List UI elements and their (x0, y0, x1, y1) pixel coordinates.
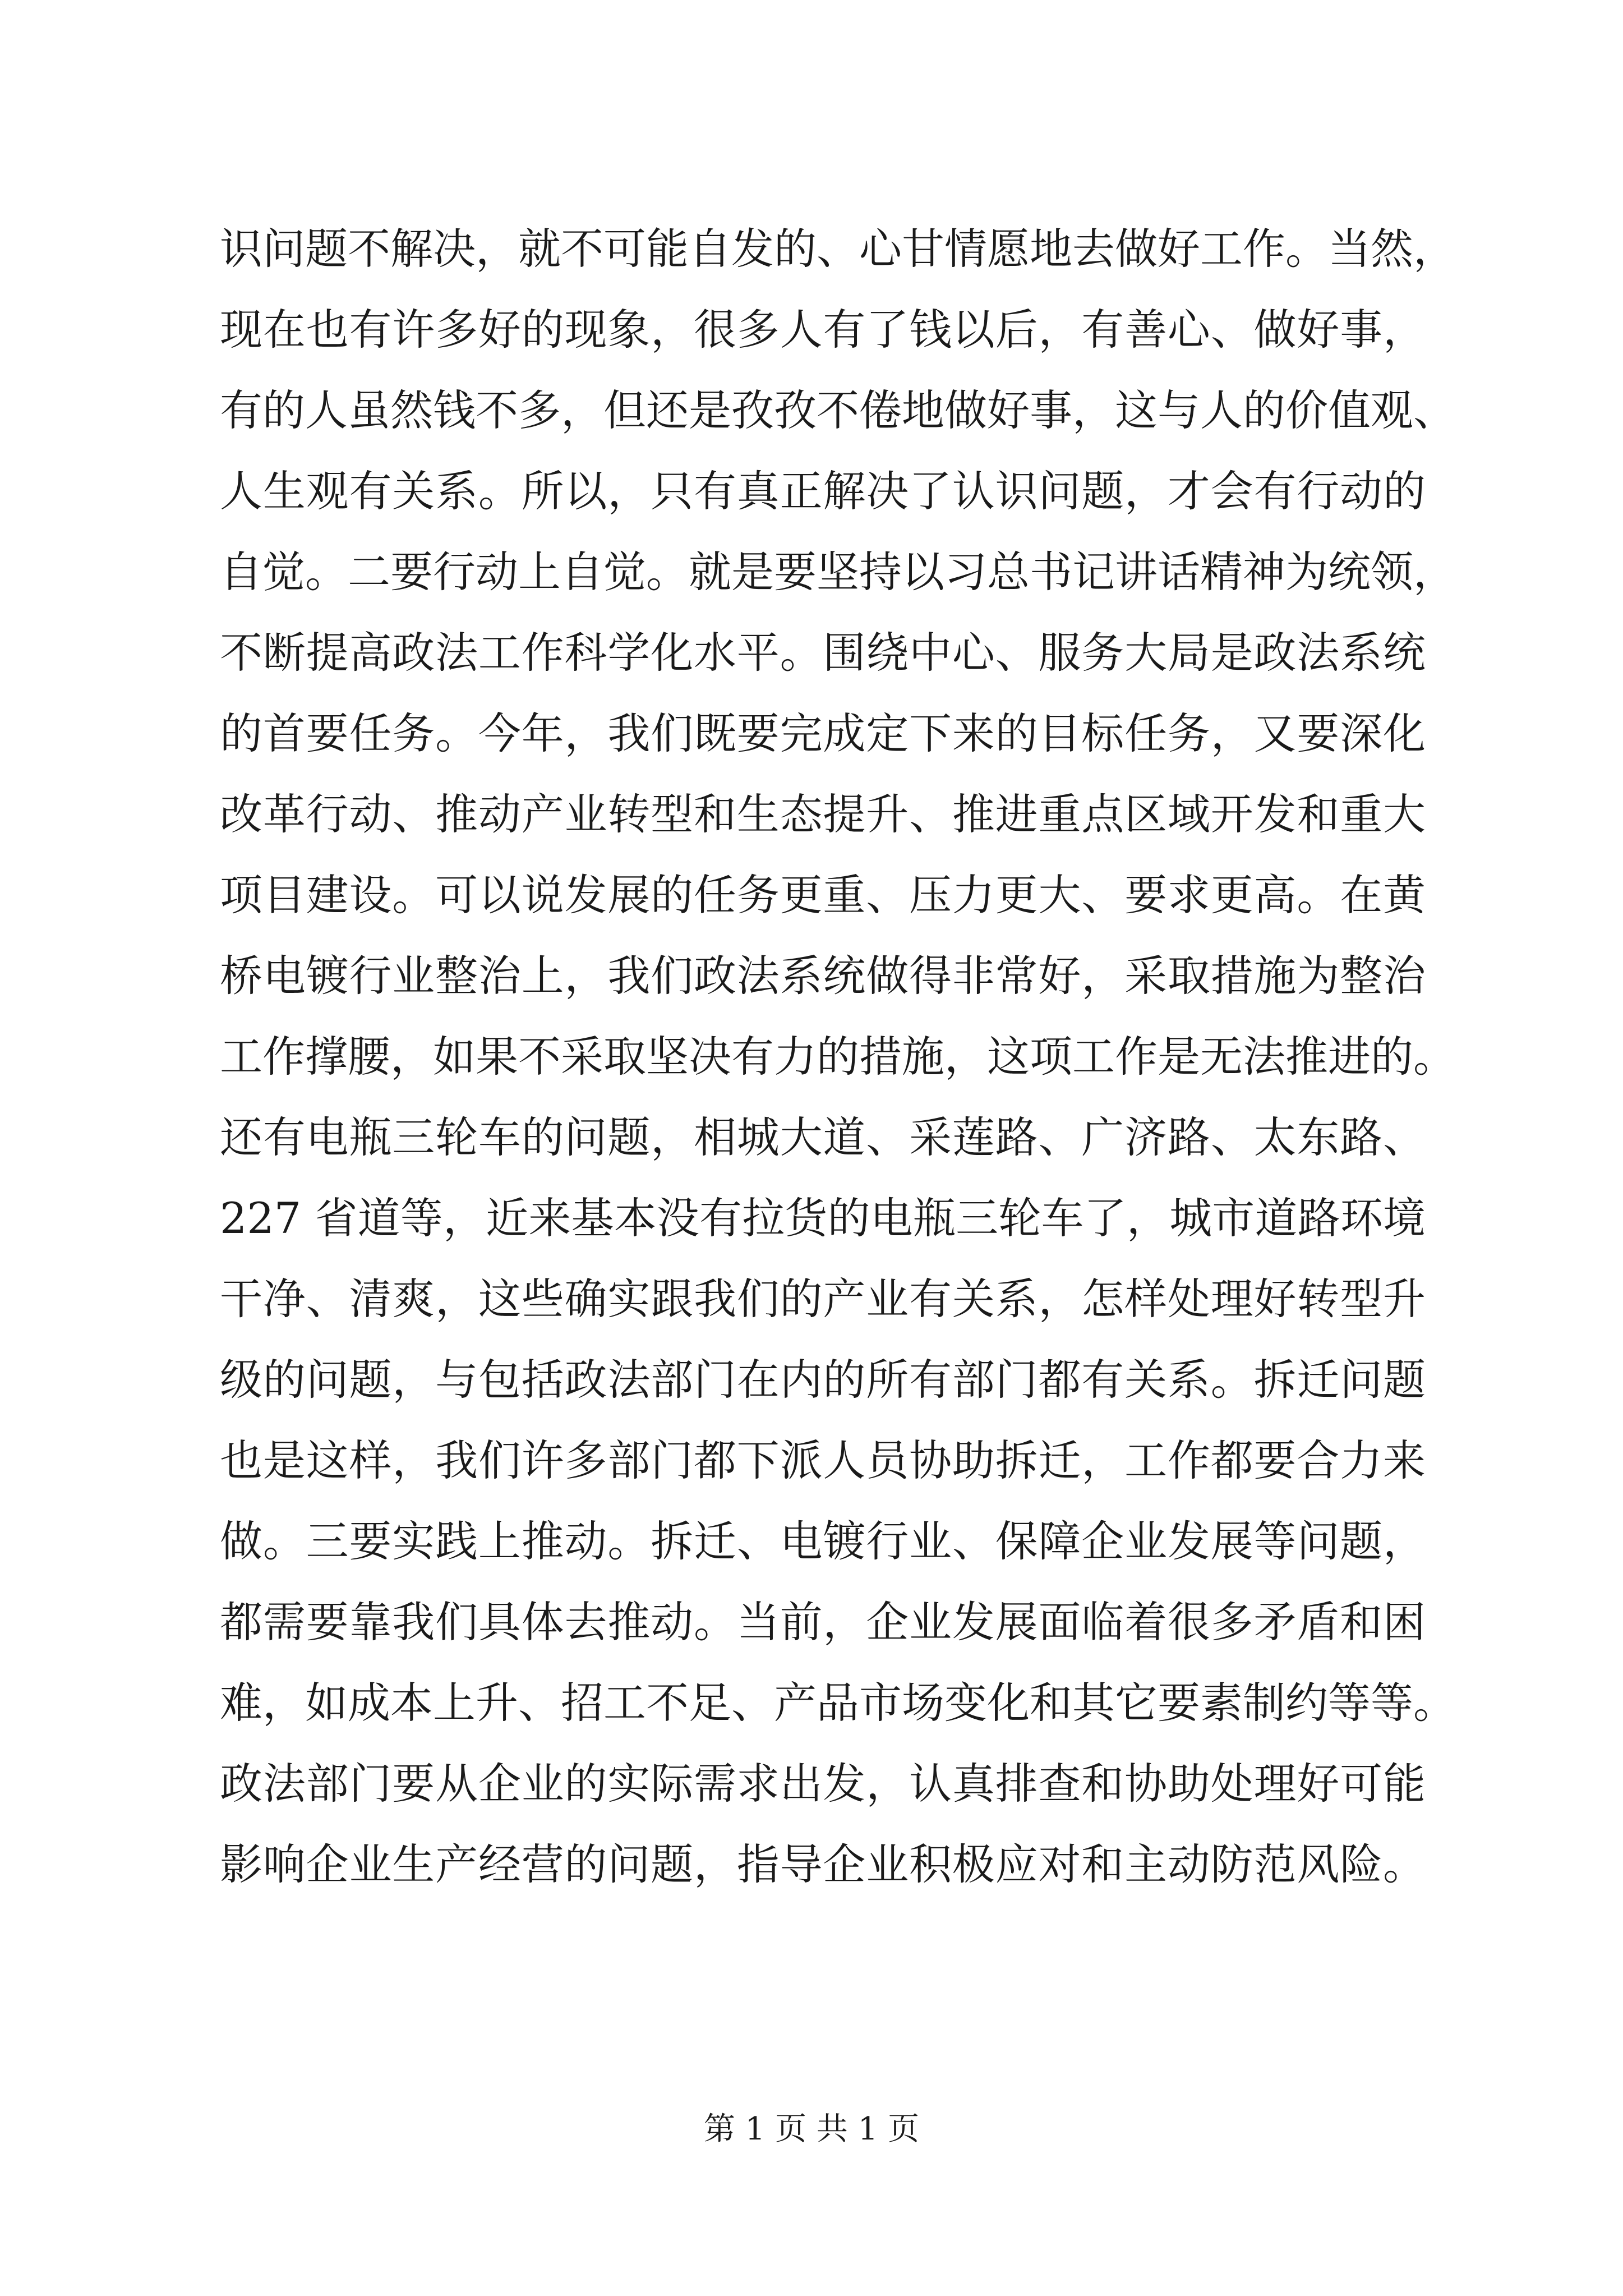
text-line: 识问题不解决，就不可能自发的、心甘情愿地去做好工作。当然， (220, 224, 1456, 274)
text-line: 政法部门要从企业的实际需求出发，认真排查和协助处理好可能 (220, 1759, 1426, 1809)
text-line: 有的人虽然钱不多，但还是孜孜不倦地做好事，这与人的价值观、 (220, 385, 1456, 435)
text-line: 做。三要实践上推动。拆迁、电镀行业、保障企业发展等问题， (220, 1516, 1426, 1566)
page-footer (0, 2107, 1623, 2152)
text-line: 桥电镀行业整治上，我们政法系统做得非常好，采取措施为整治 (220, 951, 1426, 1001)
text-line: 都需要靠我们具体去推动。当前，企业发展面临着很多矛盾和困 (220, 1597, 1426, 1647)
text-line: 现在也有许多好的现象，很多人有了钱以后，有善心、做好事， (220, 305, 1426, 355)
text-line: 还有电瓶三轮车的问题，相城大道、采莲路、广济路、太东路、 (220, 1112, 1426, 1162)
text-line: 项目建设。可以说发展的任务更重、压力更大、要求更高。在黄 (220, 870, 1426, 920)
text-line: 影响企业生产经营的问题，指导企业积极应对和主动防范风险。 (220, 1839, 1426, 1889)
text-line: 的首要任务。今年，我们既要完成定下来的目标任务，又要深化 (220, 708, 1426, 758)
text-line: 干净、清爽，这些确实跟我们的产业有关系，怎样处理好转型升 (220, 1274, 1426, 1324)
text-line: 人生观有关系。所以，只有真正解决了认识问题，才会有行动的 (220, 466, 1426, 516)
text-line: 难，如成本上升、招工不足、产品市场变化和其它要素制约等等。 (220, 1678, 1456, 1728)
body-text (220, 209, 1456, 1905)
text-line: 级的问题，与包括政法部门在内的所有部门都有关系。拆迁问题 (220, 1355, 1426, 1405)
text-line: 自觉。二要行动上自觉。就是要坚持以习总书记讲话精神为统领， (220, 547, 1456, 597)
text-line: 工作撑腰，如果不采取坚决有力的措施，这项工作是无法推进的。 (220, 1032, 1456, 1082)
page-number-label: 第 1 页 共 1 页 (703, 2111, 920, 2147)
text-line: 也是这样，我们许多部门都下派人员协助拆迁，工作都要合力来 (220, 1435, 1426, 1485)
text-line: 改革行动、推动产业转型和生态提升、推进重点区域开发和重大 (220, 789, 1426, 839)
text-line: 不断提高政法工作科学化水平。围绕中心、服务大局是政法系统 (220, 628, 1426, 678)
text-line: 227 省道等，近来基本没有拉货的电瓶三轮车了，城市道路环境 (220, 1193, 1426, 1243)
